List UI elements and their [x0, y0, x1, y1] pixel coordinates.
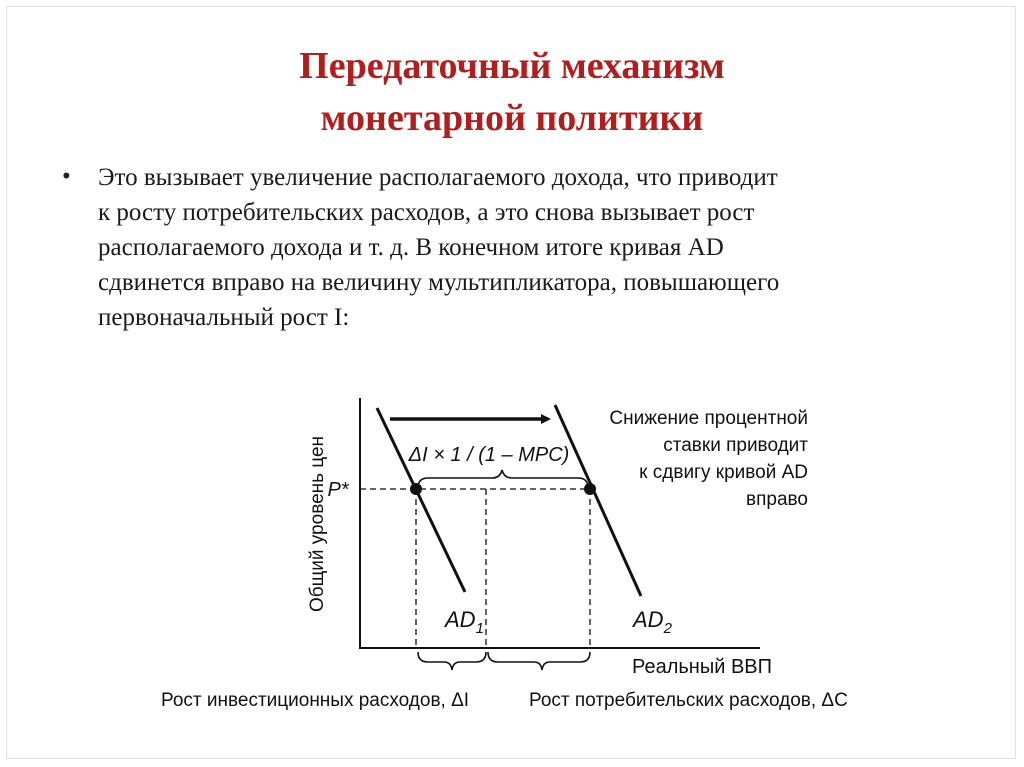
annotation-line-1: Снижение процентной: [609, 408, 808, 429]
title-line-2: монетарной политики: [320, 97, 704, 139]
consumption-brace: [488, 652, 590, 670]
ad2-equilibrium-point: [584, 483, 596, 495]
annotation-line-3: к сдвигу кривой AD: [639, 462, 808, 483]
ad2-label-main: AD: [633, 607, 664, 632]
investment-label: Рост инвестиционных расходов, ΔI: [161, 690, 470, 711]
ad1-equilibrium-point: [410, 483, 422, 495]
ad2-curve: [555, 405, 641, 596]
body-line-3: располагаемого дохода и т. д. В конечном итоге кривая AD: [98, 234, 724, 261]
ad2-label: [631, 607, 673, 637]
consumption-label: Рост потребительских расходов, ΔC: [529, 690, 848, 711]
body-line-5: первоначальный рост I:: [98, 304, 350, 331]
ad1-label-main: AD: [445, 607, 476, 632]
ad1-label-sub: 1: [475, 620, 484, 637]
annotation-line-2: ставки приводит: [663, 435, 808, 456]
price-label: P*: [327, 479, 349, 501]
annotation-line-4: вправо: [746, 489, 808, 510]
x-axis-label: Реальный ВВП: [632, 656, 772, 678]
body-line-2: к росту потребительских расходов, а это снова вызывает рост: [98, 199, 755, 226]
shift-annotation: [609, 408, 808, 510]
multiplier-label: ΔI × 1 / (1 – MPC): [408, 444, 570, 466]
body-line-1: Это вызывает увеличение располагаемого дохода, что приводит: [98, 164, 778, 191]
ad2-label-sub: 2: [663, 620, 672, 637]
ad1-label: [443, 607, 484, 637]
title-line-1: Передаточный механизм: [299, 45, 725, 87]
multiplier-brace: [418, 470, 588, 488]
body-line-4: сдвинется вправо на величину мультипликатора, повышающего: [98, 269, 780, 296]
y-axis-label: Общий уровень цен: [307, 435, 328, 613]
ad1-curve: [377, 408, 465, 592]
investment-brace: [418, 652, 486, 670]
bullet-marker: •: [62, 163, 71, 190]
